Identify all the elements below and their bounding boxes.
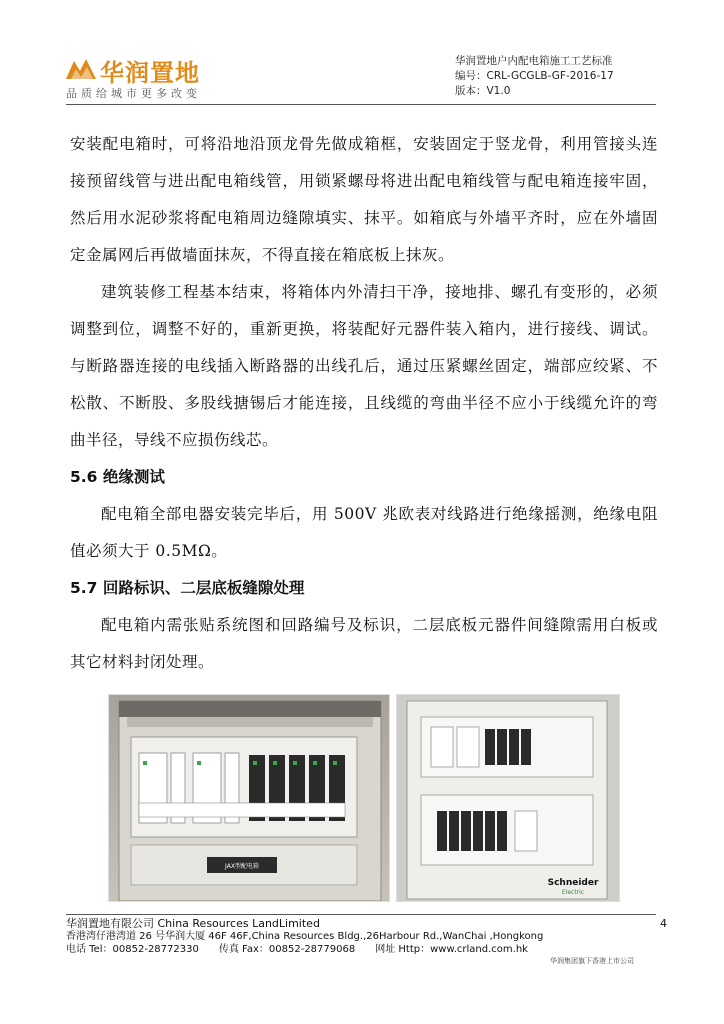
- doc-title: 华润置地户内配电箱施工工艺标准: [455, 55, 613, 67]
- section-heading-5-7: 5.7 回路标识、二层底板缝隙处理: [70, 579, 305, 597]
- box-label: JAX型配电箱: [225, 863, 259, 870]
- page-header: [0, 0, 724, 110]
- logo-name: 华润置地: [100, 59, 200, 87]
- document-meta: [455, 54, 614, 99]
- logo-mountain-icon: [66, 55, 96, 79]
- header-divider: [66, 104, 656, 105]
- paragraph-install: 安装配电箱时，可将沿地沿顶龙骨先做成箱框，安装固定于竖龙骨，利用管接头连接预留线管与进出配电箱线管，用锁紧螺母将进出配电箱线管与配电箱连接牢固，然后用水泥砂浆将配电箱周边缝隙填实、抹平。如箱底与外墙平齐时，应在外墙固定金属网后再做墙面抹灰，不得直接在箱底板上抹灰。: [70, 135, 658, 264]
- page-footer: [66, 917, 543, 956]
- document-body: [70, 126, 658, 681]
- doc-version: 版本：V1.0: [455, 85, 511, 97]
- footer-divider: [66, 914, 656, 915]
- distribution-box-illustration: [109, 695, 389, 901]
- schneider-brand: Schneider: [547, 878, 599, 888]
- schneider-brand-sub: Electric: [561, 889, 585, 896]
- section-heading-5-6: 5.6 绝缘测试: [70, 468, 165, 486]
- schneider-box-illustration: [397, 695, 619, 901]
- footer-contact: 电话 Tel：00852-28772330 传真 Fax：00852-28779068 网址 Http：www.crland.com.hk: [66, 944, 528, 955]
- footer-company: 华润置地有限公司 China Resources LandLimited: [66, 917, 320, 930]
- photo-schneider-box: [396, 694, 620, 902]
- logo-slogan: 品质给城市更多改变: [66, 87, 201, 100]
- doc-number: 编号：CRL-GCGLB-GF-2016-17: [455, 70, 614, 82]
- paragraph-insulation: 配电箱全部电器安装完毕后，用 500V 兆欧表对线路进行绝缘摇测，绝缘电阻值必须大于 0.5MΩ。: [70, 505, 658, 560]
- paragraph-wiring: 建筑装修工程基本结束，将箱体内外清扫干净，接地排、螺孔有变形的，必须调整到位，调整不好的，重新更换，将装配好元器件装入箱内，进行接线、调试。与断路器连接的电线插入断路器的出线孔后，通过压紧螺丝固定，端部应绞紧、不松散、不断股、多股线搪锡后才能连接，且线缆的弯曲半径不应小于线缆允许的弯曲半径，导线不应损伤线芯。: [70, 283, 658, 449]
- page-number: 4: [660, 917, 667, 930]
- photo-distribution-box: [108, 694, 390, 902]
- paragraph-labeling: 配电箱内需张贴系统图和回路编号及标识，二层底板元器件间缝隙需用白板或其它材料封闭处理。: [70, 616, 658, 671]
- group-note: 华润集团旗下香港上市公司: [550, 957, 634, 965]
- footer-address: 香港湾仔港湾道 26 号华润大厦 46F 46F,China Resources Bldg.,26Harbour Rd.,WanChai ,Hongkong: [66, 931, 544, 942]
